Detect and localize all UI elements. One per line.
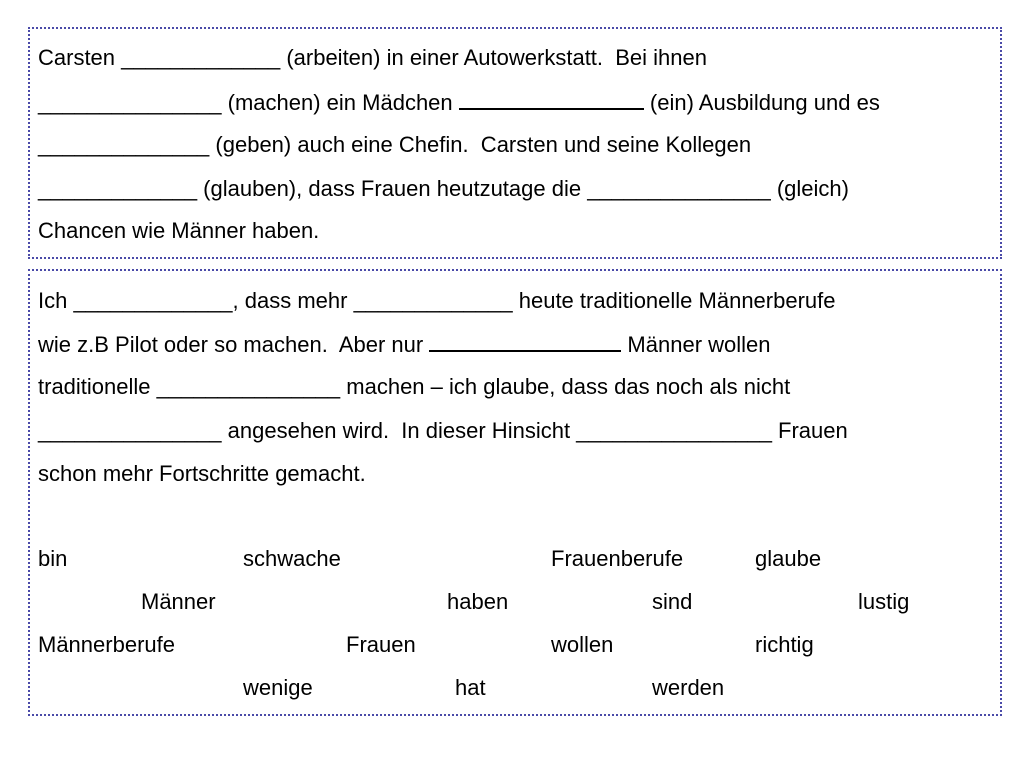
exercise2-line1: Ich _____________, dass mehr _____________ heute traditionelle Männerberufe bbox=[38, 288, 836, 313]
word-bank-item: hat bbox=[455, 675, 486, 700]
answer-blank bbox=[459, 89, 644, 110]
exercise2-line5: schon mehr Fortschritte gemacht. bbox=[38, 461, 366, 486]
word-bank-item: Frauenberufe bbox=[551, 546, 684, 571]
exercise2-line2-start: wie z.B Pilot oder so machen. Aber nur bbox=[38, 332, 430, 357]
word-bank-item: Frauen bbox=[346, 632, 416, 657]
word-bank-item: wollen bbox=[551, 632, 614, 657]
exercise1-line3: ______________ (geben) auch eine Chefin. Carsten und seine Kollegen bbox=[38, 132, 752, 157]
word-bank-item: glaube bbox=[755, 546, 822, 571]
exercise1-line2 bbox=[38, 89, 880, 116]
exercise2-line2 bbox=[38, 331, 771, 358]
exercise2-line3: traditionelle _______________ machen – ich glaube, dass das noch als nicht bbox=[38, 374, 791, 399]
word-bank-item: haben bbox=[447, 589, 509, 614]
answer-blank bbox=[429, 331, 621, 352]
exercise1-line1: Carsten _____________ (arbeiten) in einer Autowerkstatt. Bei ihnen bbox=[38, 45, 707, 70]
word-bank-item: Männerberufe bbox=[38, 632, 175, 657]
word-bank-item: Männer bbox=[141, 589, 216, 614]
exercise1-line2-start: _______________ (machen) ein Mädchen bbox=[38, 90, 459, 115]
word-bank-item: schwache bbox=[243, 546, 341, 571]
word-bank-item: sind bbox=[652, 589, 693, 614]
word-bank-item: richtig bbox=[755, 632, 814, 657]
word-bank-item: lustig bbox=[858, 589, 910, 614]
exercise1-line2-end: (ein) Ausbildung und es bbox=[643, 90, 880, 115]
word-bank-item: werden bbox=[652, 675, 725, 700]
exercise2-line4: _______________ angesehen wird. In dieser Hinsicht ________________ Frauen bbox=[38, 418, 848, 443]
exercise1-line4: _____________ (glauben), dass Frauen heutzutage die _______________ (gleich) bbox=[38, 176, 849, 201]
exercise2-line2-end: Männer wollen bbox=[621, 332, 771, 357]
word-bank-item: bin bbox=[38, 546, 68, 571]
exercise1-line5: Chancen wie Männer haben. bbox=[38, 218, 320, 243]
word-bank-item: wenige bbox=[243, 675, 313, 700]
